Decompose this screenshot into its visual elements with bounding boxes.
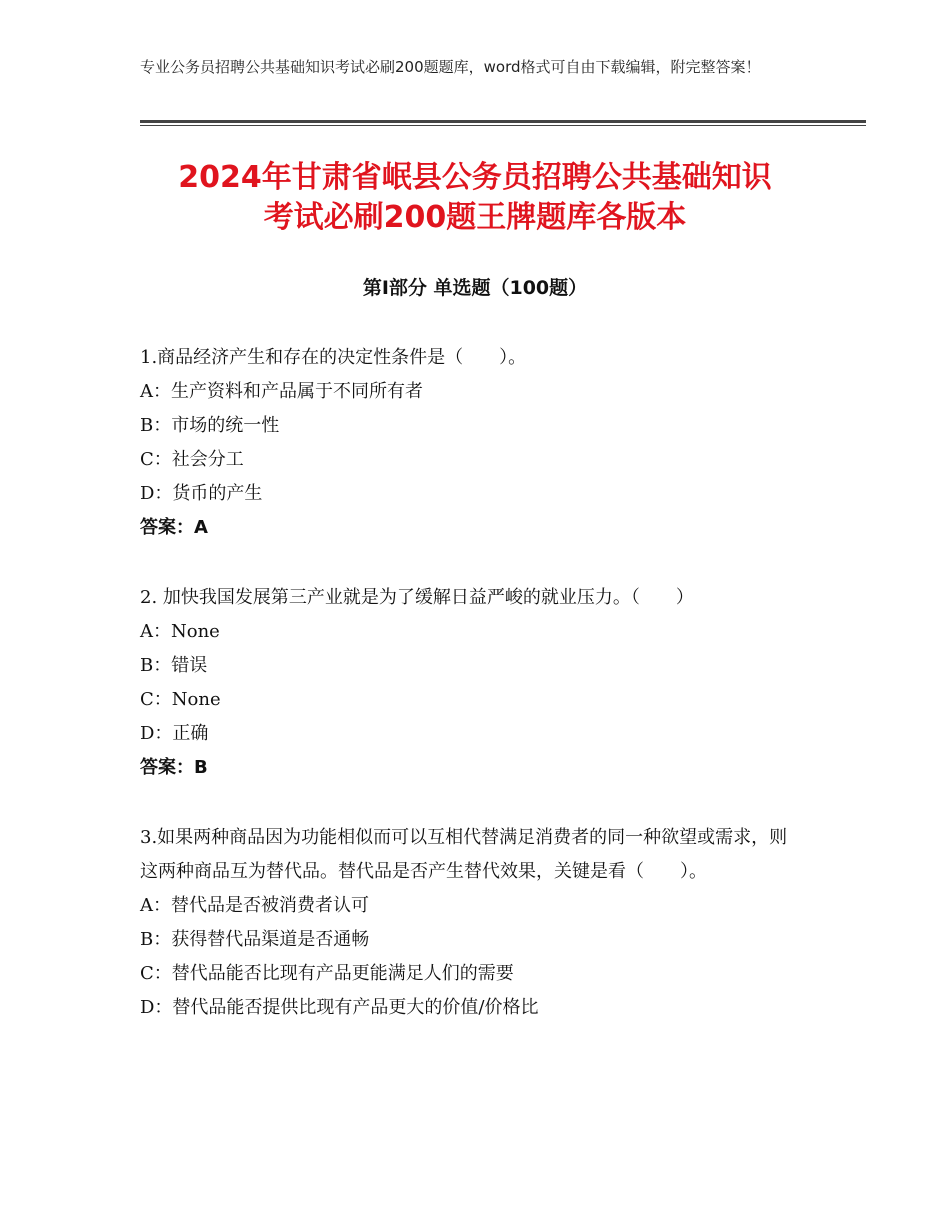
question-3	[140, 821, 800, 1025]
option-d: D：正确	[140, 723, 209, 744]
option-b: B：市场的统一性	[140, 415, 280, 436]
option-c: C：社会分工	[140, 449, 244, 470]
option-d: D：货币的产生	[140, 483, 263, 504]
section-title: 第Ⅰ部分 单选题（100题）	[362, 277, 588, 299]
title-line-1: 2024年甘肃省岷县公务员招聘公共基础知识	[178, 160, 772, 195]
option-a: A：生产资料和产品属于不同所有者	[140, 381, 423, 402]
option-a: A：替代品是否被消费者认可	[140, 895, 369, 916]
document-title	[100, 158, 850, 238]
header-divider-thin	[140, 125, 866, 126]
option-a: A：None	[140, 621, 220, 642]
option-d: D：替代品能否提供比现有产品更大的价值/价格比	[140, 997, 539, 1018]
question-text: 2. 加快我国发展第三产业就是为了缓解日益严峻的就业压力。（ ）	[140, 587, 694, 608]
header-divider-thick	[140, 120, 866, 123]
answer: 答案：B	[140, 757, 208, 778]
question-text: 1.商品经济产生和存在的决定性条件是（ ）。	[140, 347, 527, 368]
option-c: C：替代品能否比现有产品更能满足人们的需要	[140, 963, 514, 984]
title-line-2: 考试必刷200题王牌题库各版本	[263, 200, 687, 235]
question-1	[140, 341, 800, 545]
question-text: 3.如果两种商品因为功能相似而可以互相代替满足消费者的同一种欲望或需求，则这两种商品互为替代品。替代品是否产生替代效果，关键是看（ ）。	[140, 827, 788, 882]
header-note: 专业公务员招聘公共基础知识考试必刷200题题库，word格式可自由下载编辑，附完整答案！	[140, 58, 761, 76]
option-c: C：None	[140, 689, 221, 710]
answer: 答案：A	[140, 517, 208, 538]
option-b: B：错误	[140, 655, 208, 676]
option-b: B：获得替代品渠道是否通畅	[140, 929, 370, 950]
question-2	[140, 581, 800, 785]
question-list	[140, 341, 800, 1025]
